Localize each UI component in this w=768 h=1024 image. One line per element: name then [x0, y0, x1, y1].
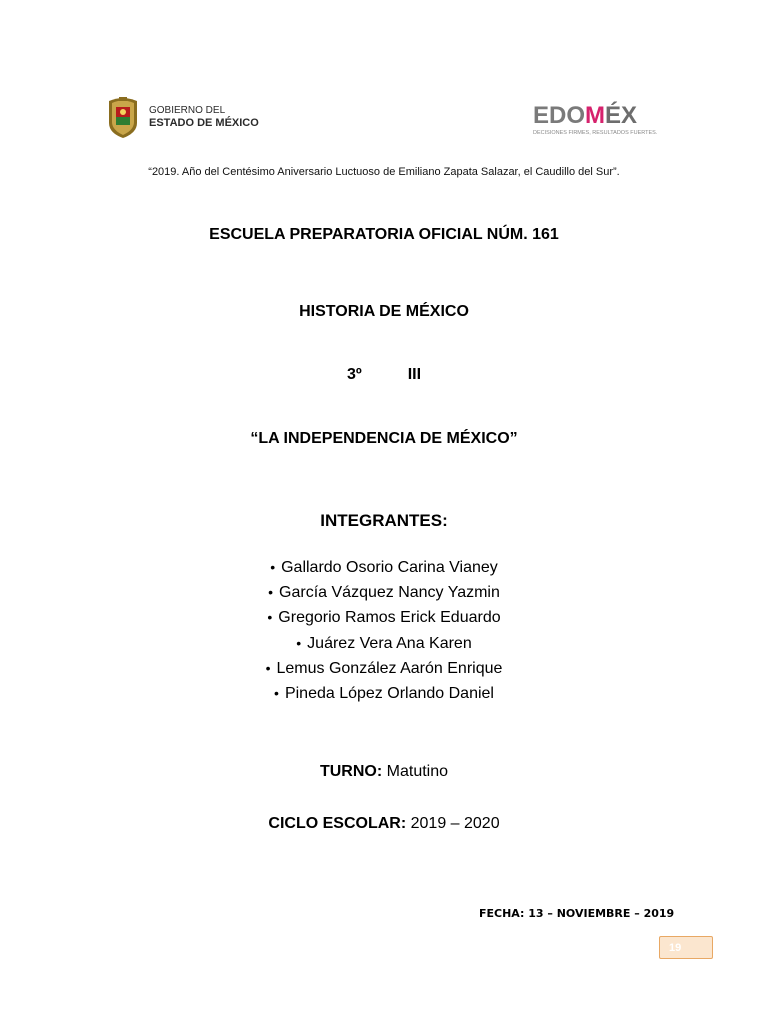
edomex-m: M — [585, 102, 606, 129]
list-item: • Juárez Vera Ana Karen — [0, 631, 768, 656]
ciclo-escolar — [0, 815, 768, 833]
ciclo-value: 2019 – 2020 — [410, 815, 500, 832]
page-number-badge: 19 — [659, 936, 713, 959]
fecha: FECHA: 13 – NOVIEMBRE – 2019 — [479, 907, 675, 920]
edomex-tagline: DECISIONES FIRMES, RESULTADOS FUERTES. — [533, 130, 658, 136]
state-seal-icon — [105, 95, 141, 139]
subject: HISTORIA DE MÉXICO — [299, 303, 469, 320]
group: III — [407, 366, 422, 383]
edomex-edo: EDO — [533, 102, 586, 129]
list-item: • Gallardo Osorio Carina Vianey — [0, 555, 768, 580]
gobierno-logo — [105, 92, 260, 142]
members-list — [0, 555, 768, 706]
motto: “2019. Año del Centésimo Aniversario Luctuoso de Emiliano Zapata Salazar, el Caudillo del Sur”. — [148, 166, 620, 178]
edomex-ex: ÉX — [605, 102, 638, 129]
list-item: • Pineda López Orlando Daniel — [0, 681, 768, 706]
grade-group — [0, 366, 768, 384]
grade: 3º — [346, 366, 362, 383]
gobierno-line2: ESTADO DE MÉXICO — [149, 117, 259, 129]
list-item: • Lemus González Aarón Enrique — [0, 656, 768, 681]
list-item: • Gregorio Ramos Erick Eduardo — [0, 605, 768, 630]
gobierno-line1: GOBIERNO DEL — [149, 105, 226, 116]
list-item: • García Vázquez Nancy Yazmin — [0, 580, 768, 605]
members-heading: INTEGRANTES: — [320, 511, 448, 530]
school-name: ESCUELA PREPARATORIA OFICIAL NÚM. 161 — [209, 226, 559, 243]
edomex-logo — [533, 104, 663, 138]
ciclo-label: CICLO ESCOLAR: — [268, 815, 407, 832]
turno — [0, 763, 768, 781]
work-title: “LA INDEPENDENCIA DE MÉXICO” — [250, 430, 518, 447]
turno-value: Matutino — [386, 763, 449, 780]
turno-label: TURNO: — [319, 763, 383, 780]
